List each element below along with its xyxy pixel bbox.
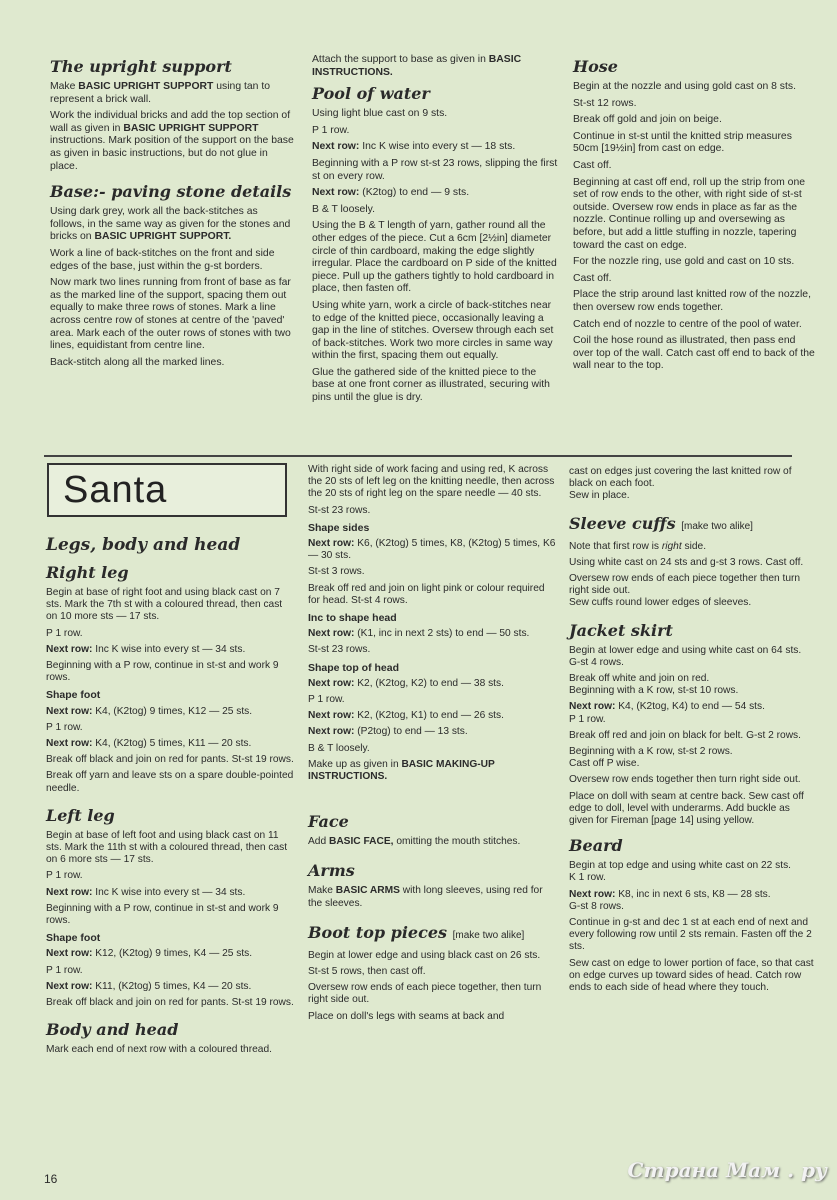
paragraph: Next row: (P2tog) to end — 13 sts. [308, 726, 468, 738]
paragraph: Attach the support to base as given in BASIC INSTRUCTIONS. [312, 54, 522, 78]
paragraph: Break off white and join on red. [569, 673, 710, 685]
page-number: 16 [44, 1172, 58, 1186]
paragraph: Continue in st-st until the knitted strip measures 50cm [19½in] from cast on edge. [573, 130, 792, 155]
paragraph: Next row: K4, (K2tog) 9 times, K12 — 25 sts. [46, 705, 253, 717]
paragraph: Work the individual bricks and add the top section of wall as given in BASIC UPRIGHT SUPPORT instructions. Mark position of the support on the base as given in basic instructions, but do not glue in place. [50, 110, 294, 172]
heading-body-and-head: Body and head [46, 1020, 179, 1040]
paragraph: Next row: K2, (K2tog, K2) to end — 38 sts. [308, 677, 504, 689]
paragraph: P 1 row. [312, 124, 350, 136]
heading-shape-foot: Shape foot [46, 689, 101, 702]
paragraph: Work a line of back-stitches on the front and side edges of the base, just within the g-st borders. [50, 247, 275, 272]
paragraph: Begin at the nozzle and using gold cast on 8 sts. [573, 81, 796, 92]
paragraph: B & T loosely. [308, 742, 370, 754]
santa-title: Santa [63, 469, 168, 511]
paragraph: St-st 23 rows. [308, 644, 371, 656]
paragraph: Catch end of nozzle to centre of the pool of water. [573, 318, 802, 330]
paragraph: Begin at lower edge and using white cast on 64 sts. [569, 644, 802, 656]
paragraph: Cast off. [573, 272, 612, 284]
paragraph: Begin at base of left foot and using black cast on 11 sts. Mark the 11th st with a coloured thread, then cast on 6 more sts — 17 sts. [46, 829, 288, 866]
paragraph: Beginning at cast off end, roll up the strip from one set of row ends to the other, with right side of st-st outside. Oversew row ends in place as far as the nozzle. Continue rolling up and oversewing as before, but add a little stuffing in nozzle, tapering toward the cast on edge. [573, 176, 806, 251]
paragraph: St-st 12 rows. [573, 97, 637, 109]
paragraph: Break off yarn and leave sts on a spare double-pointed needle. [46, 770, 294, 794]
paragraph: Beginning with a P row, continue in st-st and work 9 rows. [46, 902, 279, 927]
paragraph: Using dark grey, work all the back-stitches as follows, in the same way as given for the stones and bricks on BASIC UPRIGHT SUPPORT. [50, 206, 291, 243]
paragraph: Cast off P wise. [569, 758, 640, 770]
heading-jacket-skirt: Jacket skirt [569, 620, 673, 640]
heading-boot-top-pieces: Boot top pieces [make two alike] [308, 922, 525, 942]
paragraph: Using white yarn, work a circle of back-stitches near to edge of the knitted piece, occasionally leaving a gap in the line of stitches. Oversew through each set of back-stitches. Work two more circles in same way within the first, spacing them out equally. [312, 299, 554, 362]
column-1-top [50, 52, 295, 373]
paragraph: Oversew row ends together then turn right side out. [569, 774, 801, 786]
heading-arms: Arms [308, 861, 355, 881]
watermark: Страна Мам . ру [627, 1158, 827, 1182]
paragraph: Add BASIC FACE, omitting the mouth stitches. [308, 836, 521, 848]
paragraph: Glue the gathered side of the knitted piece to the base at one front corner as illustrated, securing with pins until the glue is dry. [312, 366, 550, 404]
heading-hose: Hose [573, 57, 618, 76]
paragraph: Continue in g-st and dec 1 st at each end of next and every following row until 2 sts remain. Fasten off the 2 sts. [569, 917, 812, 953]
paragraph: Next row: Inc K wise into every st — 34 sts. [46, 643, 246, 655]
paragraph: Next row: K8, inc in next 6 sts, K8 — 28 sts. [569, 888, 771, 900]
paragraph: Cast off. [573, 159, 612, 171]
paragraph: Break off gold and join on beige. [573, 114, 722, 126]
column-2-bottom [308, 464, 556, 1027]
paragraph: P 1 row. [46, 721, 83, 733]
heading-face: Face [308, 812, 349, 832]
column-1-bottom [46, 530, 294, 1060]
heading-shape-sides: Shape sides [308, 521, 370, 534]
paragraph: Begin at lower edge and using black cast on 26 sts. [308, 949, 541, 961]
paragraph: Beginning with a P row st-st 23 rows, slipping the first st on every row. [312, 157, 558, 182]
paragraph: Back-stitch along all the marked lines. [50, 356, 225, 368]
heading-inc-shape-head: Inc to shape head [308, 612, 397, 625]
paragraph: Note that first row is right side. [569, 540, 707, 552]
paragraph: G-st 8 rows. [569, 900, 624, 912]
paragraph: Now mark two lines running from front of base as far as the marked line of the support, spacing them out equally to make three rows of stones. Mark a line across centre row of stones at centre of the 'paved' area. Mark each of the outer rows of stones with two lines, equidistant from centre line. [50, 277, 291, 352]
paragraph: Sew in place. [569, 490, 630, 502]
paragraph: With right side of work facing and using red, K across the 20 sts of left leg on the knitting needle, then across the 20 sts of right leg on the spare needle — 40 sts. [308, 464, 555, 500]
paragraph: P 1 row. [569, 713, 606, 725]
paragraph: Break off black and join on red for pants. St-st 19 rows. [46, 754, 294, 766]
heading-shape-top-of-head: Shape top of head [308, 661, 400, 674]
paragraph: G-st 4 rows. [569, 656, 624, 668]
paragraph: Next row: K4, (K2tog) 5 times, K11 — 20 sts. [46, 738, 252, 750]
paragraph: Coil the hose round as illustrated, then pass end over top of the wall. Catch cast off end to back of the wall near to the top. [573, 335, 815, 372]
paragraph: Oversew row ends of each piece together then turn right side out. [569, 573, 801, 597]
paragraph: P 1 row. [46, 964, 83, 976]
paragraph: Break off red and join on black for belt. G-st 2 rows. [569, 729, 801, 741]
heading-beard: Beard [569, 836, 623, 856]
column-2-top [312, 54, 559, 409]
paragraph: For the nozzle ring, use gold and cast on 10 sts. [573, 256, 795, 268]
paragraph: cast on edges just covering the last knitted row of black on each foot. [569, 466, 792, 490]
paragraph: Oversew row ends of each piece together, then turn right side out. [308, 982, 542, 1006]
paragraph: Sew cast on edge to lower portion of face, so that cast on edge curves up toward sides of head. Catch row ends to each side of head where they touch. [569, 957, 814, 994]
paragraph: Beginning with a P row, continue in st-st and work 9 rows. [46, 660, 279, 684]
paragraph: Place on doll's legs with seams at back and [308, 1010, 505, 1022]
heading-shape-foot: Shape foot [46, 932, 101, 945]
column-3-top [573, 52, 818, 377]
paragraph: Next row: (K1, inc in next 2 sts) to end — 50 sts. [308, 628, 530, 640]
paragraph: St-st 3 rows. [308, 566, 365, 578]
paragraph: Sew cuffs round lower edges of sleeves. [569, 597, 752, 609]
paragraph: Place the strip around last knitted row of the nozzle, then oversew row ends together. [573, 289, 811, 313]
heading-left-leg: Left leg [46, 805, 115, 825]
paragraph: Begin at top edge and using white cast on 22 sts. [569, 860, 792, 872]
paragraph: Using the B & T length of yarn, gather round all the other edges of the piece. Cut a 6cm [2½in] diameter circle of thin cardboard, making the edge slightly irregular. Place the cardboard on P side of the knitted piece. Pull up the gathers tightly to hold cardboard in place, then fasten off. [312, 220, 557, 295]
paragraph: Next row: Inc K wise into every st — 18 sts. [312, 141, 516, 153]
paragraph: Begin at base of right foot and using black cast on 7 sts. Mark the 7th st with a coloured thread, then cast on 10 more sts — 17 sts. [46, 587, 283, 623]
paragraph: P 1 row. [46, 627, 83, 639]
heading-right-leg: Right leg [46, 563, 129, 582]
paragraph: B & T loosely. [312, 203, 375, 215]
paragraph: Next row: K12, (K2tog) 9 times, K4 — 25 sts. [46, 948, 253, 960]
santa-title-box [47, 463, 287, 517]
section-divider [44, 455, 792, 457]
heading-legs-body-head: Legs, body and head [46, 535, 241, 555]
paragraph: Next row: K2, (K2tog, K1) to end — 26 sts. [308, 710, 504, 722]
heading-pool-of-water: Pool of water [312, 84, 430, 104]
paragraph: Next row: K11, (K2tog) 5 times, K4 — 20 sts. [46, 980, 252, 992]
paragraph: Make BASIC UPRIGHT SUPPORT using tan to represent a brick wall. [50, 81, 271, 105]
heading-base: Base:- paving stone details [50, 182, 292, 202]
paragraph: Next row: K6, (K2tog) 5 times, K8, (K2tog) 5 times, K6 — 30 sts. [308, 538, 556, 562]
paragraph: Make up as given in BASIC MAKING-UP INSTRUCTIONS. [308, 758, 495, 783]
paragraph: Beginning with a K row, st-st 2 rows. [569, 746, 733, 758]
paragraph: Next row: K4, (K2tog, K4) to end — 54 sts. [569, 701, 765, 713]
paragraph: St-st 5 rows, then cast off. [308, 966, 426, 978]
paragraph: Break off red and join on light pink or colour required for head. St-st 4 rows. [308, 582, 545, 606]
paragraph: Mark each end of next row with a coloured thread. [46, 1044, 272, 1056]
paragraph: P 1 row. [46, 870, 83, 882]
paragraph: P 1 row. [308, 694, 345, 706]
heading-sleeve-cuffs: Sleeve cuffs [make two alike] [569, 513, 753, 533]
paragraph: St-st 23 rows. [308, 504, 371, 516]
paragraph: Using light blue cast on 9 sts. [312, 108, 448, 120]
paragraph: Make BASIC ARMS with long sleeves, using red for the sleeves. [308, 885, 543, 909]
paragraph: Place on doll with seam at centre back. Sew cast off edge to doll, level with underarms. Add buckle as given for Fireman [page 14] using yellow. [569, 790, 804, 827]
paragraph: Beginning with a K row, st-st 10 rows. [569, 685, 739, 697]
paragraph: Break off black and join on red for pants. St-st 19 rows. [46, 997, 294, 1009]
paragraph: Using white cast on 24 sts and g-st 3 rows. Cast off. [569, 556, 804, 568]
paragraph: K 1 row. [569, 872, 606, 884]
paragraph: Next row: (K2tog) to end — 9 sts. [312, 187, 470, 199]
column-3-bottom [569, 466, 817, 998]
heading-upright-support: The upright support [50, 57, 232, 76]
paragraph: Next row: Inc K wise into every st — 34 sts. [46, 886, 246, 898]
